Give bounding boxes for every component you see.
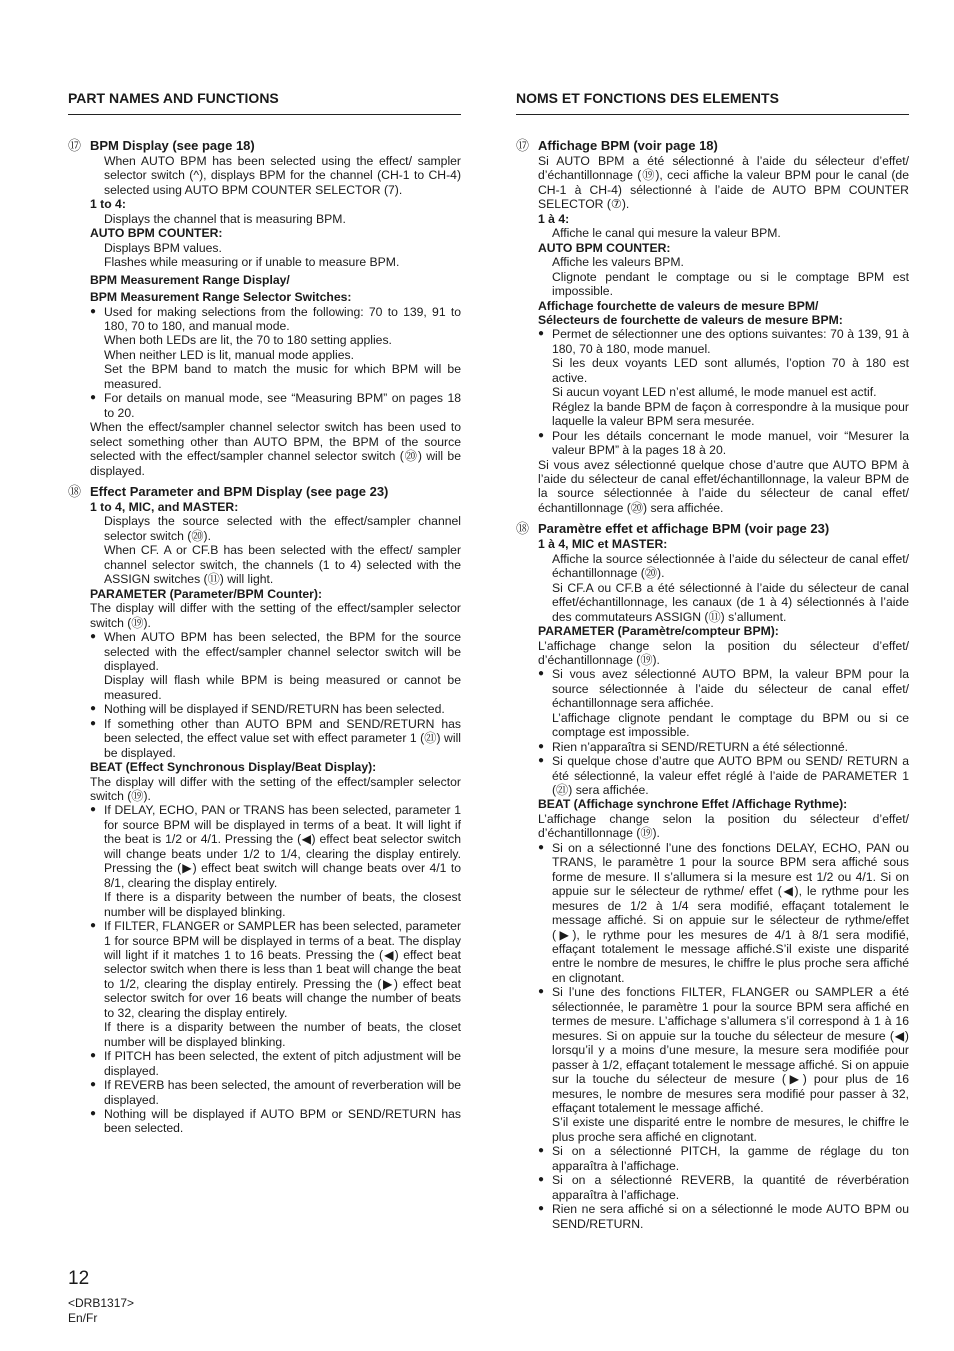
paragraph: When CF. A or CF.B has been selected with the effect/ sampler channel selector switch, the channels (1 to 4) selected with the ASSIGN switches (⑪) will light. — [104, 543, 461, 587]
bullet-item: ● Si on a sélectionné l’une des fonctions DELAY, ECHO, PAN ou TRANS, le paramètre 1 pour la source BPM sera affiché sous forme de mesure. Il s’allumera si la mesure est 1/2 ou 4/1. Si on appuie sur le sélecteur de rythme/ effet (◀), le rythme pour les mesures de 1/2 à 1/4 sera modifié, effaçant totalement le message affiché. Si on appuie sur le sélecteur de rythme/effet (▶), le rythme pour les mesures de 4/1 à 8/1 sera modifié, effaçant totalement le message affiché.S’il existe une disparité entre le nombre de mesures, le chiffre le plus proche sera affiché en clignotant. — [516, 841, 909, 986]
bullet-item: ● Used for making selections from the following: 70 to 139, 91 to 180, 70 to 180, and manual mode. — [68, 305, 461, 334]
bullet-item: ● If something other than AUTO BPM and SEND/RETURN has been selected, the effect value set with effect parameter 1 (㉑) will be displayed. — [68, 717, 461, 760]
item-number-17: ⑰ — [68, 138, 82, 153]
sub-label: BPM Measurement Range Display/ — [90, 272, 290, 287]
bullet-item: ● Si l’une des fonctions FILTER, FLANGER ou SAMPLER a été sélectionnée, le paramètre 1 pour la source BPM sera affiché en termes de mesure. L’affichage s’allumera s’il correspond à 1 à 16 mesures. Si on appuie sur la touche du sélecteur de mesure (◀) lorsqu’il y a moins d’une mesure, la mesure sera modifiée pour passer à 1/2, effaçant totalement le message affiché. Si on appuie sur la touche du sélecteur de mesure (▶) pour plus de 16 mesures, le nombre de mesures sera modifié pour passer à 32, effaçant totalement le message affiché. — [516, 985, 909, 1115]
paragraph: Affiche les valeurs BPM. — [552, 255, 684, 270]
paragraph: Si AUTO BPM a été sélectionné à l’aide du sélecteur d’effet/ d’échantillonnage (⑲), ceci affiche la valeur BPM pour le canal (de CH-1 à CH-4) sélectionné à l’aide de AUTO BPM COUNTER SELECTOR (⑦). — [538, 154, 909, 212]
bullet-item: ● If REVERB has been selected, the amount of reverberation will be displayed. — [68, 1078, 461, 1107]
paragraph: Affiche la source sélectionnée à l’aide du sélecteur de canal effet/échantillonnage (⑳). — [552, 551, 909, 581]
right-column — [516, 89, 909, 1231]
item-17-bpm-display — [68, 138, 461, 478]
paragraph: Displays the channel that is measuring BPM. — [104, 211, 346, 226]
bullet-continuation: L’affichage clignote pendant le comptage du BPM ou si ce comptage est impossible. — [552, 710, 909, 740]
paragraph: Affiche le canal qui mesure la valeur BPM. — [552, 226, 781, 241]
bullet-item: ● When AUTO BPM has been selected, the BPM for the source selected with the effect/sampler channel selector switch will be displayed. — [68, 630, 461, 673]
bullet-continuation: S’il existe une disparité entre le nombre de mesures, le chiffre le plus proche sera affiché en clignotant. — [552, 1115, 909, 1144]
item-18-parametre-effet — [516, 521, 909, 1231]
bullet-continuation: When both LEDs are lit, the 70 to 180 setting applies. — [104, 333, 392, 348]
bullet-item: ● Si on a sélectionné REVERB, la quantité de réverbération apparaîtra à l’affichage. — [516, 1173, 909, 1202]
paragraph: Si CF.A ou CF.B a été sélectionné à l’aide du sélecteur de canal effet/échantillonnage, les canaux (de 1 à 4) sélectionnés à l’aide des commutateurs ASSIGN (⑪) s’allument. — [552, 580, 909, 624]
paragraph: Displays BPM values. — [104, 240, 222, 255]
sub-label: BPM Measurement Range Selector Switches: — [90, 290, 352, 305]
bullet-item: ● Nothing will be displayed if SEND/RETURN has been selected. — [68, 702, 461, 716]
bullet-item: ● Rien ne sera affiché si on a sélectionné le mode AUTO BPM ou SEND/RETURN. — [516, 1202, 909, 1231]
paragraph: When the effect/sampler channel selector switch has been used to select something other than AUTO BPM, the BPM of the source selected with the effect/sampler channel selector switch (⑳) will be displayed. — [90, 420, 461, 478]
bullet-continuation: Si les deux voyants LED sont allumés, l’option 70 à 180 est active. — [552, 356, 909, 385]
item-heading: Paramètre effet et affichage BPM (voir page 23) — [538, 521, 830, 537]
bullet-continuation: Réglez la bande BPM de façon à correspondre à la musique pour laquelle la valeur BPM sera mesurée. — [552, 399, 909, 429]
bullet-item: ● Si vous avez sélectionné AUTO BPM, la valeur BPM pour la source sélectionnée à l’aide du sélecteur de canal effet/ échantillonnage sera affichée. — [516, 667, 909, 710]
paragraph: Displays the source selected with the effect/sampler channel selector switch (⑳). — [104, 514, 461, 543]
sub-label: Sélecteurs de fourchette de valeurs de mesure BPM: — [538, 312, 843, 327]
document-code: <DRB1317> — [68, 1296, 135, 1310]
page-footer — [68, 1268, 134, 1326]
sub-label: PARAMETER (Paramètre/compteur BPM): — [538, 624, 779, 639]
bullet-item: ● If PITCH has been selected, the extent of pitch adjustment will be displayed. — [68, 1049, 461, 1078]
bullet-item: ● Nothing will be displayed if AUTO BPM or SEND/RETURN has been selected. — [68, 1107, 461, 1136]
sub-label: 1 to 4: — [90, 197, 126, 212]
page-number: 12 — [68, 1268, 90, 1289]
sub-label: Affichage fourchette de valeurs de mesure BPM/ — [538, 298, 819, 313]
sub-label: 1 à 4, MIC et MASTER: — [538, 537, 668, 552]
paragraph: L’affichage change selon la position du sélecteur d’effet/ d’échantillonnage (⑲). — [538, 811, 909, 841]
bullet-item: ● Rien n’apparaîtra si SEND/RETURN a été sélectionné. — [516, 740, 909, 754]
paragraph: The display will differ with the setting of the effect/sampler selector switch (⑲). — [90, 601, 461, 630]
paragraph: The display will differ with the setting of the effect/sampler selector switch (⑲). — [90, 774, 461, 804]
paragraph: Si vous avez sélectionné quelque chose d’autre que AUTO BPM à l’aide du sélecteur de canal effet/échantillonnage, la valeur BPM de la source sélectionnée à l’aide du sélecteur de canal effet/échantillonnage (⑳) sera affichée. — [538, 457, 909, 515]
sub-label: 1 to 4, MIC, and MASTER: — [90, 499, 239, 514]
sub-label: AUTO BPM COUNTER: — [90, 226, 223, 241]
language-code: En/Fr — [68, 1311, 98, 1325]
paragraph: Flashes while measuring or if unable to measure BPM. — [104, 255, 400, 270]
item-heading: Affichage BPM (voir page 18) — [538, 138, 718, 153]
bullet-continuation: Si aucun voyant LED n’est allumé, le mode manuel est actif. — [552, 385, 877, 400]
item-number-18: ⑱ — [516, 521, 530, 537]
paragraph: When AUTO BPM has been selected using the effect/ sampler selector switch (^), displays BPM for the channel (CH-1 to CH-4) selected using AUTO BPM COUNTER SELECTOR (7). — [104, 154, 461, 197]
bullet-continuation: Set the BPM band to match the music for which BPM will be measured. — [104, 362, 461, 391]
sub-label: BEAT (Affichage synchrone Effet /Affichage Rythme): — [538, 797, 848, 812]
item-heading: BPM Display (see page 18) — [90, 138, 255, 153]
section-title-french: NOMS ET FONCTIONS DES ELEMENTS — [516, 89, 909, 115]
sub-label: PARAMETER (Parameter/BPM Counter): — [90, 586, 323, 601]
item-number-17: ⑰ — [516, 138, 530, 153]
sub-label: BEAT (Effect Synchronous Display/Beat Display): — [90, 760, 377, 775]
item-18-effect-parameter-display — [68, 484, 461, 1136]
bullet-item: ● Permet de sélectionner une des options suivantes: 70 à 139, 91 à 180, 70 à 180, mode manuel. — [516, 327, 909, 356]
bullet-item: ● If DELAY, ECHO, PAN or TRANS has been selected, parameter 1 for source BPM will be displayed in terms of a beat. It will light if the beat is 1/2 or 4/1. Pressing the (◀) effect beat selector switch will change beats under 1/2 to 1/4, clearing the display entirely. Pressing the (▶) effect beat switch will change beats over 4/1 to 8/1, clearing the display entirely. — [68, 803, 461, 890]
bullet-continuation: If there is a disparity between the number of beats, the closet number will be displayed blinking. — [104, 1020, 461, 1049]
bullet-continuation: If there is a disparity between the number of beats, the closest number will be displayed blinking. — [104, 890, 461, 919]
item-number-18: ⑱ — [68, 483, 82, 499]
bullet-item: ● Si quelque chose d’autre que AUTO BPM ou SEND/ RETURN a été sélectionné, la valeur effet réglé à l’aide de PARAMETER 1 (㉑) sera affichée. — [516, 754, 909, 797]
bullet-item: ● Pour les détails concernant le mode manuel, voir “Mesurer la valeur BPM” à la pages 18 à 20. — [516, 429, 909, 458]
item-17-affichage-bpm — [516, 138, 909, 515]
left-column — [68, 89, 461, 1136]
bullet-item: ● Si on a sélectionné PITCH, la gamme de réglage du ton apparaîtra à l’affichage. — [516, 1144, 909, 1173]
sub-label: AUTO BPM COUNTER: — [538, 240, 671, 255]
paragraph: L’affichage change selon la position du sélecteur d’effet/ d’échantillonnage (⑲). — [538, 638, 909, 667]
paragraph: Clignote pendant le comptage ou si le comptage BPM est impossible. — [552, 269, 909, 299]
bullet-continuation: When neither LED is lit, manual mode applies. — [104, 347, 354, 362]
bullet-item: ● For details on manual mode, see “Measuring BPM” on pages 18 to 20. — [68, 391, 461, 420]
sub-label: 1 à 4: — [538, 211, 570, 226]
bullet-continuation: Display will flash while BPM is being measured or cannot be measured. — [104, 673, 461, 702]
item-heading: Effect Parameter and BPM Display (see page 23) — [90, 483, 389, 499]
bullet-item: ● If FILTER, FLANGER or SAMPLER has been selected, parameter 1 for source BPM will be displayed in terms of a beat. The display will light if it matches 1 to 16 beats. Pressing the (◀) effect beat selector switch when there is less than 1 beat will change the beat to 1/2, clearing the display entirely. Pressing the (▶) effect beat selector switch for over 16 beats will change the number of beats to 32, clearing the display entirely. — [68, 919, 461, 1020]
section-title-english: PART NAMES AND FUNCTIONS — [68, 89, 461, 115]
